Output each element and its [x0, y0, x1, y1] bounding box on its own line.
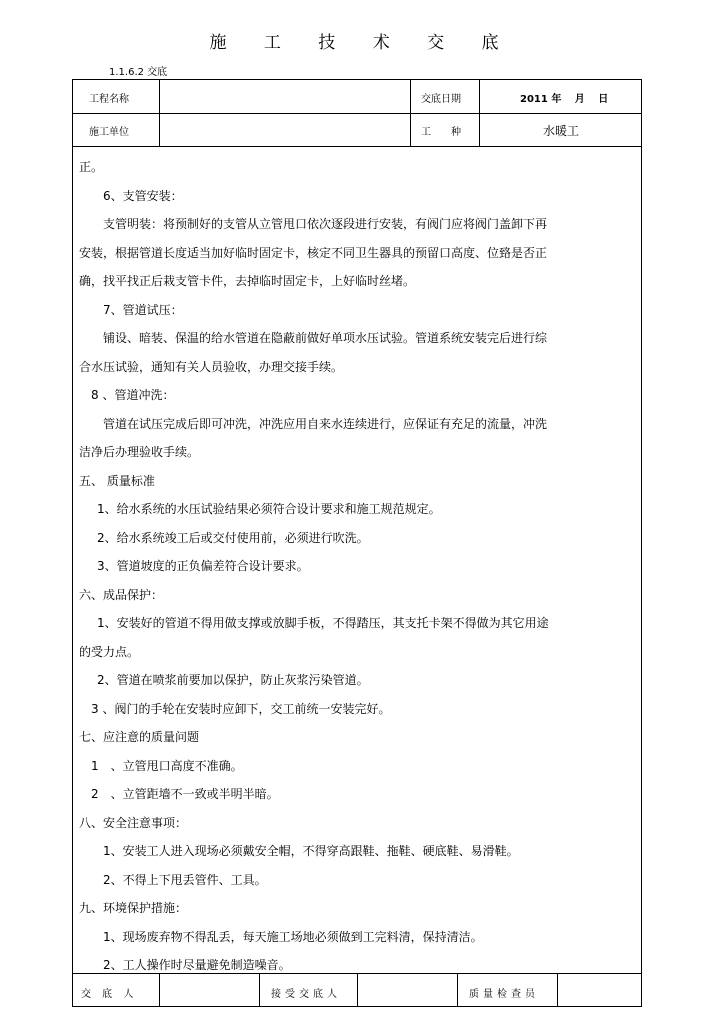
- project-name-label: 工程名称: [89, 94, 129, 105]
- content-line: 正。: [79, 160, 104, 174]
- content-line: 8 、管道冲洗：: [91, 388, 175, 402]
- trade-label: 工 种: [421, 127, 461, 138]
- trade-value: 水暖工: [543, 124, 580, 138]
- document-title: 施 工 技 术 交 底: [209, 33, 515, 53]
- content-line: 2 、立管距墙不一致或半明半暗。: [91, 787, 279, 801]
- content-line: 铺设、暗装、保温的给水管道在隐蔽前做好单项水压试验。管道系统安装完后进行综: [103, 331, 548, 345]
- content-line: 六、成品保护：: [79, 587, 164, 602]
- content-line: 确，找平找正后栽支管卡件，去掉临时固定卡，上好临时丝堵。: [79, 274, 416, 288]
- content-line: 八、安全注意事项：: [79, 815, 188, 830]
- content-line: 九、环境保护措施：: [79, 901, 188, 915]
- content-line: 2、工人操作时尽量避免制造噪音。: [103, 958, 291, 972]
- footer-col-divider-2: [259, 973, 260, 1007]
- footer-col-divider-1: [159, 973, 160, 1007]
- content-line: 6、支管安装：: [103, 188, 183, 203]
- header-bottom-line: [73, 146, 641, 147]
- unit-label: 施工单位: [89, 127, 129, 138]
- content-line: 的受力点。: [79, 644, 140, 659]
- date-label: 交底日期: [421, 94, 461, 105]
- footer-col-divider-5: [557, 973, 558, 1007]
- inspector-label: 质量检查员: [469, 989, 539, 1000]
- content-line: 七、应注意的质量问题: [79, 730, 200, 744]
- content-line: 洁净后办理验收手续。: [79, 445, 200, 459]
- header-col-divider-2: [410, 80, 411, 146]
- receiver-label: 接受交底人: [271, 989, 341, 1000]
- date-value: 2011 年 月 日: [520, 94, 609, 105]
- footer-col-divider-3: [357, 973, 358, 1007]
- content-line: 五、 质量标准: [79, 473, 155, 488]
- content-line: 1 、立管甩口高度不准确。: [91, 758, 243, 773]
- header-col-divider-1: [159, 80, 160, 146]
- content-line: 2、管道在喷浆前要加以保护，防止灰浆污染管道。: [97, 673, 369, 687]
- content-line: 管道在试压完成后即可冲洗，冲洗应用自来水连续进行，应保证有充足的流量，冲洗: [103, 416, 548, 431]
- content-line: 2、不得上下甩丢管件、工具。: [103, 872, 267, 887]
- disclosure-form: [72, 79, 642, 1007]
- content-line: 3 、阀门的手轮在安装时应卸下，交工前统一安装完好。: [91, 701, 391, 716]
- content-line: 2、给水系统竣工后或交付使用前，必须进行吹洗。: [97, 530, 369, 545]
- content-line: 合水压试验，通知有关人员验收，办理交接手续。: [79, 359, 344, 374]
- content-line: 支管明装：将预制好的支管从立管甩口依次逐段进行安装，有阀门应将阀门盖卸下再: [103, 217, 548, 231]
- footer-col-divider-4: [457, 973, 458, 1007]
- content-line: 1、现场废弃物不得乱丢，每天施工场地必须做到工完料清，保持清洁。: [103, 929, 483, 944]
- section-number: 1.1.6.2 交底: [109, 67, 168, 78]
- header-col-divider-3: [479, 80, 480, 146]
- content-line: 3、管道坡度的正负偏差符合设计要求。: [97, 559, 309, 573]
- content-line: 安装，根据管道长度适当加好临时固定卡，核定不同卫生器具的预留口高度、位臵是否正: [79, 245, 548, 260]
- content-line: 1、安装好的管道不得用做支撑或放脚手板，不得踏压，其支托卡架不得做为其它用途: [97, 616, 549, 630]
- disclosure-content: [79, 153, 635, 980]
- content-line: 1、安装工人进入现场必须戴安全帽，不得穿高跟鞋、拖鞋、硬底鞋、易滑鞋。: [103, 844, 519, 858]
- content-line: 1、给水系统的水压试验结果必须符合设计要求和施工规范规定。: [97, 502, 441, 516]
- content-line: 7、管道试压：: [103, 302, 183, 317]
- discloser-label: 交 底 人: [81, 989, 138, 1000]
